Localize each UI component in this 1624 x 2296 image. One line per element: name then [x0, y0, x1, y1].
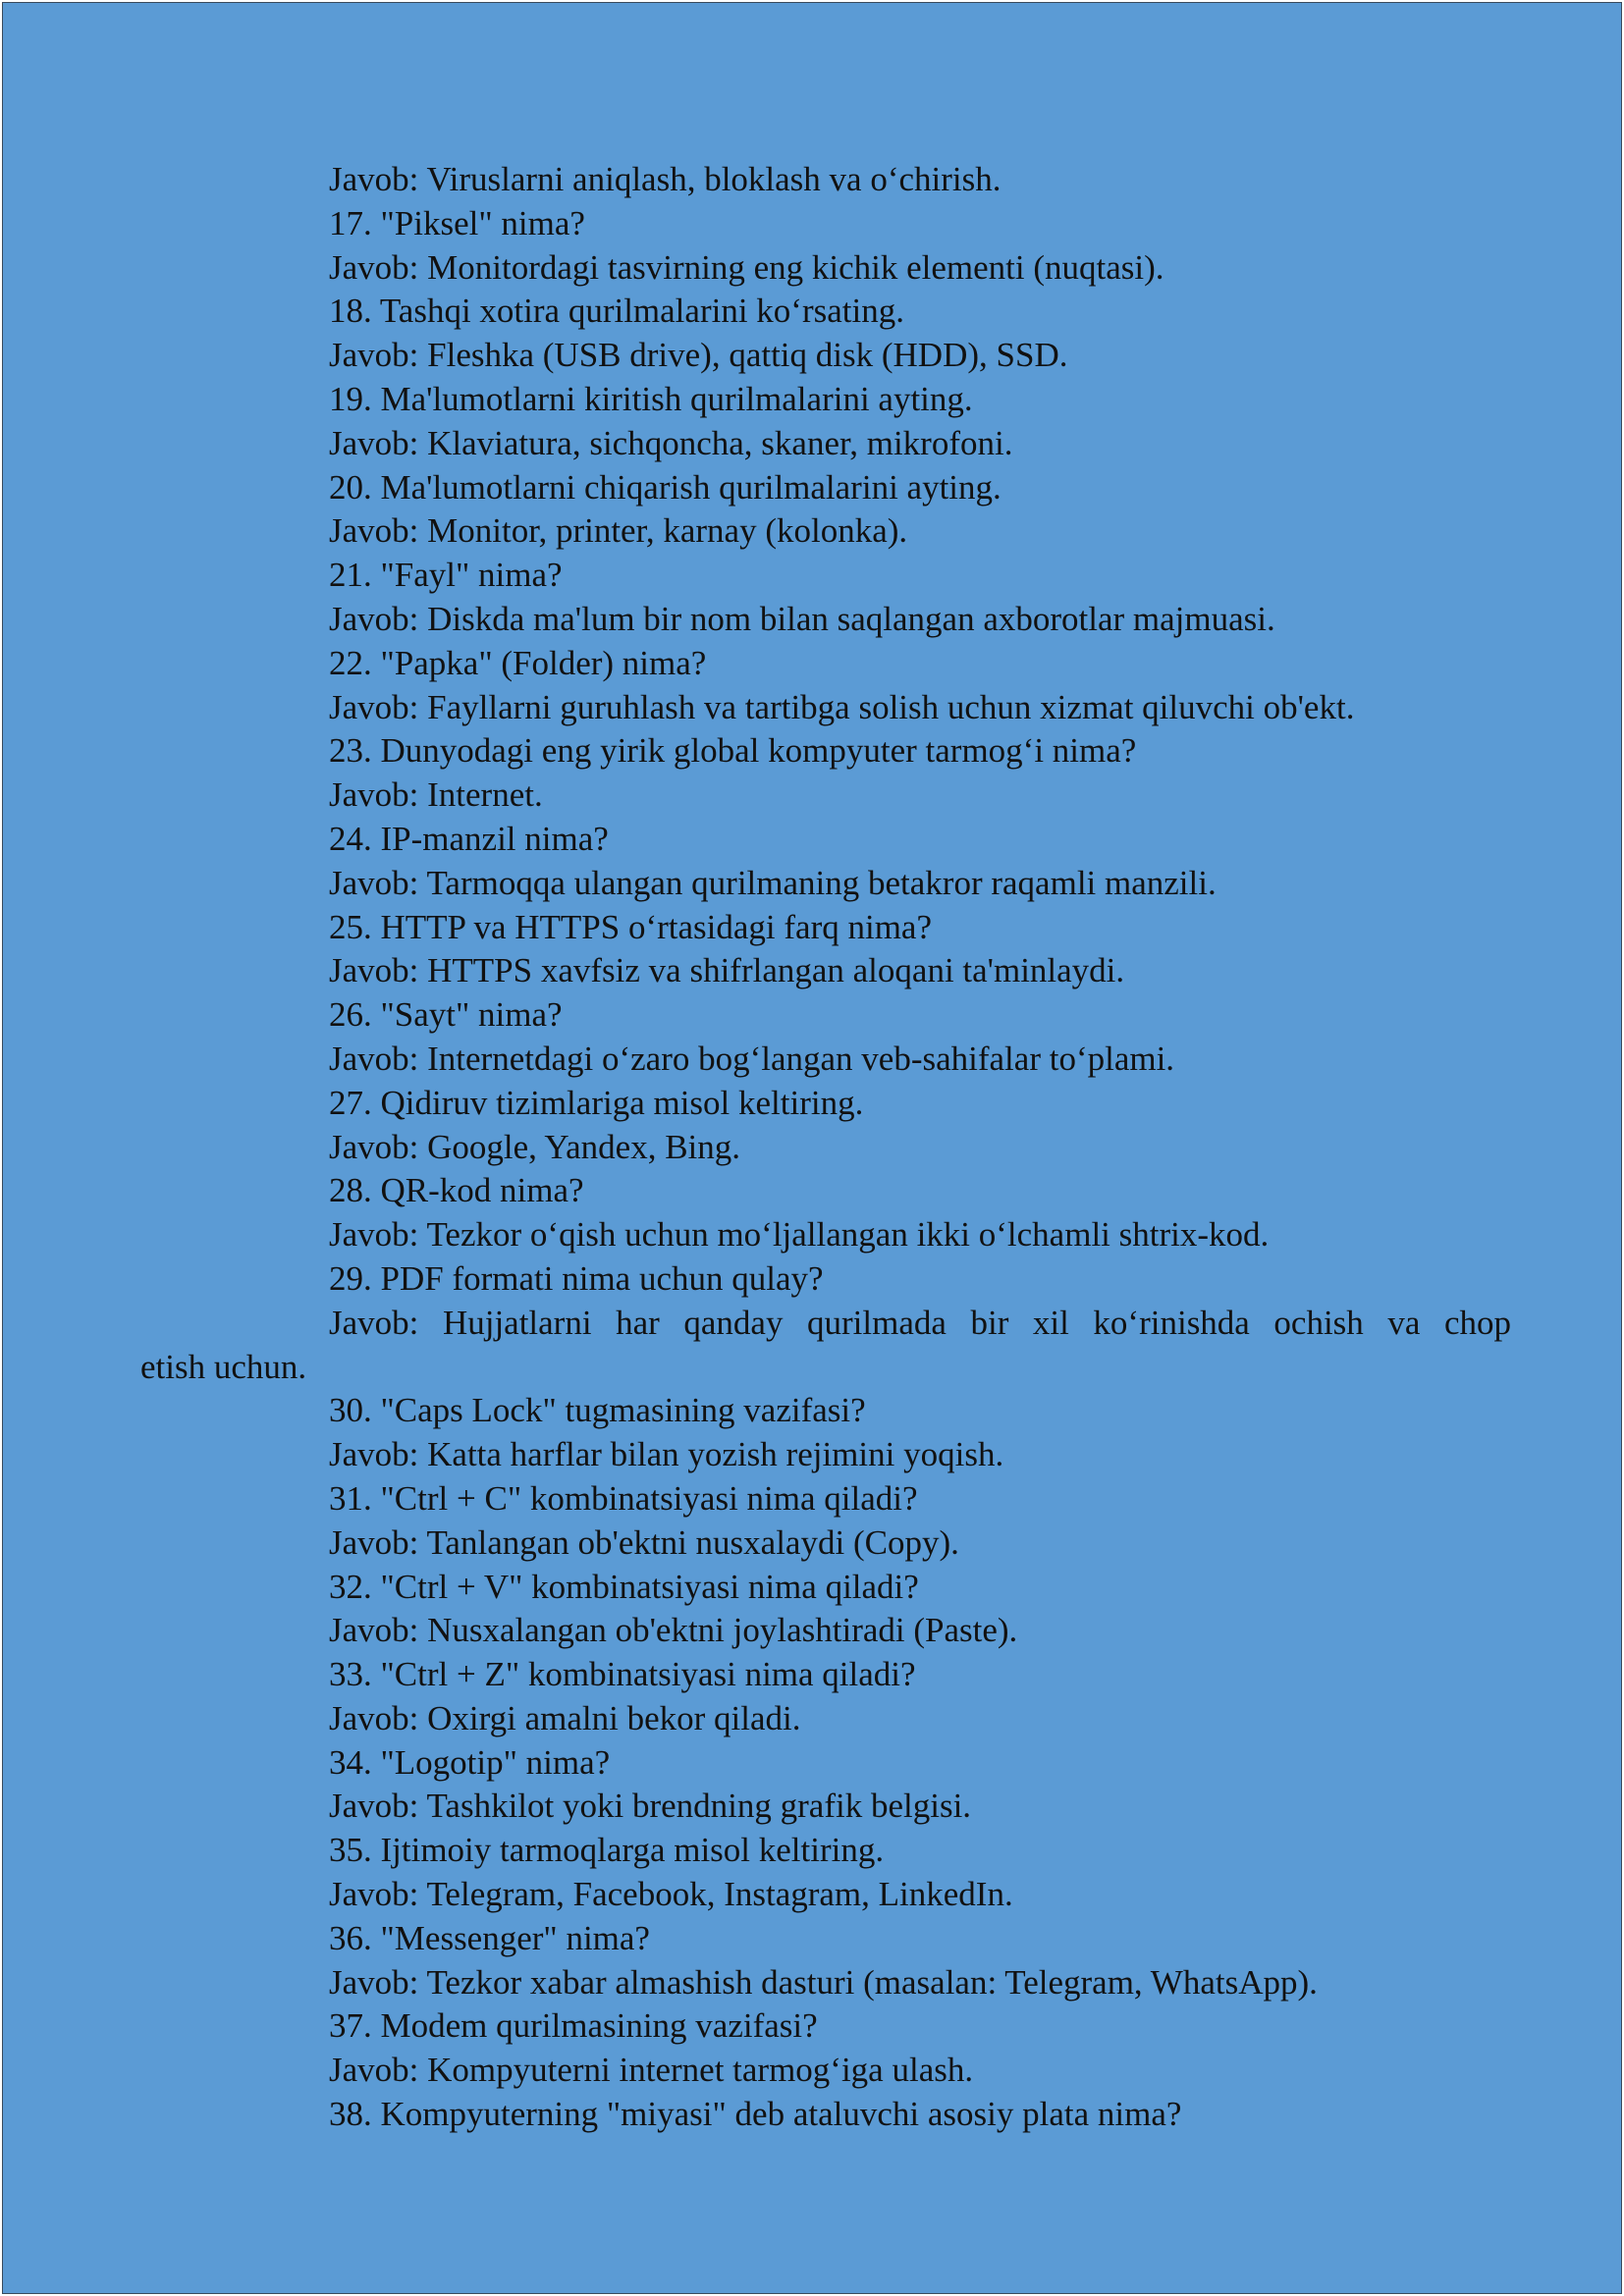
text-line: Javob: Telegram, Facebook, Instagram, LinkedIn. [329, 1875, 1013, 1914]
text-line: Javob: Diskda ma'lum bir nom bilan saqlangan axborotlar majmuasi. [329, 599, 1275, 638]
text-line: 18. Tashqi xotira qurilmalarini ko‘rsating. [329, 292, 904, 331]
text-line: Javob: Internet. [329, 775, 543, 815]
text-line: Javob: Tezkor o‘qish uchun mo‘ljallangan ikki o‘lchamli shtrix-kod. [329, 1215, 1270, 1255]
text-line: Javob: Tarmoqqa ulangan qurilmaning betakror raqamli manzili. [329, 863, 1217, 902]
text-line: 32. "Ctrl + V" kombinatsiyasi nima qiladi? [329, 1567, 919, 1606]
text-line: 19. Ma'lumotlarni kiritish qurilmalarini ayting. [329, 379, 973, 418]
text-line: 23. Dunyodagi eng yirik global kompyuter tarmog‘i nima? [329, 731, 1137, 771]
text-line: 28. QR-kod nima? [329, 1171, 584, 1210]
qa-text-block [140, 158, 1511, 2137]
text-line: Javob: Tashkilot yoki brendning grafik belgisi. [329, 1787, 972, 1826]
text-line: 27. Qidiruv tizimlariga misol keltiring. [329, 1083, 864, 1122]
text-line: Javob: Fayllarni guruhlash va tartibga solish uchun xizmat qiluvchi ob'ekt. [329, 687, 1355, 726]
text-line: 21. "Fayl" nima? [329, 556, 563, 595]
text-line: 25. HTTP va HTTPS o‘rtasidagi farq nima? [329, 907, 932, 946]
text-line: Javob: Monitordagi tasvirning eng kichik elementi (nuqtasi). [329, 247, 1164, 287]
text-line: 20. Ma'lumotlarni chiqarish qurilmalarini ayting. [329, 467, 1001, 507]
text-line: Javob: HTTPS xavfsiz va shifrlangan aloqani ta'minlaydi. [329, 951, 1125, 990]
document-page [2, 2, 1622, 2294]
text-line: Javob: Katta harflar bilan yozish rejimini yoqish. [329, 1435, 1004, 1474]
text-line: 34. "Logotip" nima? [329, 1742, 611, 1782]
text-line: Javob: Google, Yandex, Bing. [329, 1127, 741, 1166]
text-line: 22. "Papka" (Folder) nima? [329, 643, 707, 682]
text-line: Javob: Kompyuterni internet tarmog‘iga ulash. [329, 2051, 974, 2090]
text-line: Javob: Viruslarni aniqlash, bloklash va o‘chirish. [329, 160, 1001, 198]
text-line: Javob: Tanlangan ob'ektni nusxalaydi (Copy). [329, 1522, 959, 1562]
text-line: 30. "Caps Lock" tugmasining vazifasi? [329, 1391, 866, 1430]
text-line: 33. "Ctrl + Z" kombinatsiyasi nima qiladi? [329, 1655, 916, 1694]
text-line: 24. IP-manzil nima? [329, 819, 609, 858]
text-line: Javob: Fleshka (USB drive), qattiq disk (HDD), SSD. [329, 336, 1068, 375]
text-line: 38. Kompyuterning "miyasi" deb ataluvchi asosiy plata nima? [329, 2095, 1182, 2134]
text-line-wrapped-first: Javob: Hujjatlarni har qanday qurilmada bir xil ko‘rinishda ochish va chop [329, 1303, 1511, 1342]
text-line: 37. Modem qurilmasining vazifasi? [329, 2006, 818, 2046]
text-line: 17. "Piksel" nima? [329, 203, 585, 242]
text-line: Javob: Internetdagi o‘zaro bog‘langan veb-sahifalar to‘plami. [329, 1039, 1175, 1078]
text-line: Javob: Tezkor xabar almashish dasturi (masalan: Telegram, WhatsApp). [329, 1962, 1318, 2002]
text-line: 26. "Sayt" nima? [329, 995, 563, 1035]
text-line: 35. Ijtimoiy tarmoqlarga misol keltiring. [329, 1831, 885, 1870]
text-line: 31. "Ctrl + C" kombinatsiyasi nima qiladi? [329, 1478, 918, 1518]
text-line: Javob: Oxirgi amalni bekor qiladi. [329, 1698, 801, 1737]
text-line: 29. PDF formati nima uchun qulay? [329, 1258, 824, 1298]
text-line-wrapped-continuation: etish uchun. [140, 1347, 307, 1386]
text-line: 36. "Messenger" nima? [329, 1918, 650, 1957]
text-line: Javob: Klaviatura, sichqoncha, skaner, mikrofoni. [329, 423, 1013, 462]
text-line: Javob: Monitor, printer, karnay (kolonka). [329, 511, 908, 551]
text-line: Javob: Nusxalangan ob'ektni joylashtiradi (Paste). [329, 1611, 1018, 1650]
